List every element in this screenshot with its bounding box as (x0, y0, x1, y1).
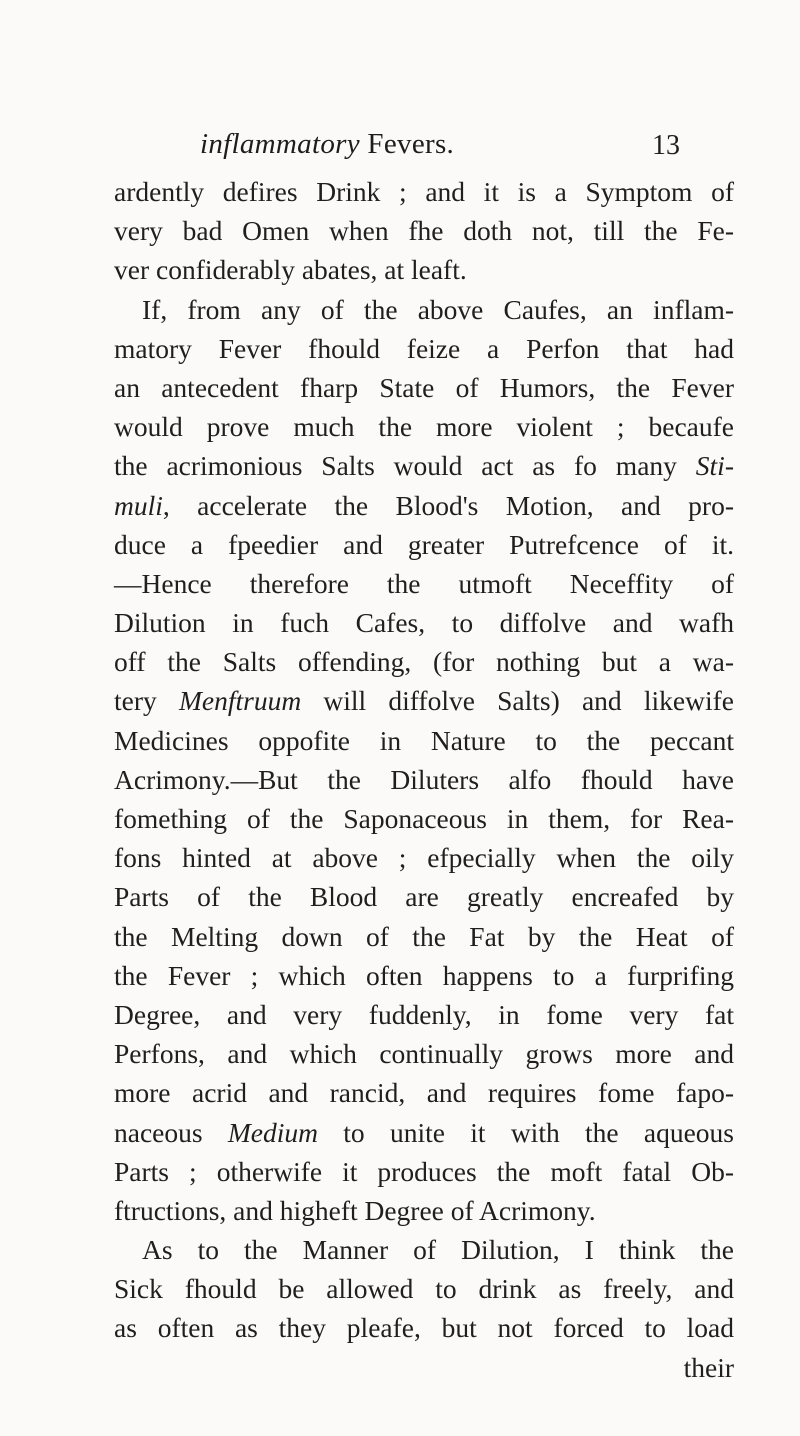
text-line: If, from any of the above Caufes, an inflam- (142, 293, 734, 325)
text-line: naceous Medium to unite it with the aqueous (114, 1116, 734, 1148)
text-line: As to the Manner of Dilution, I think the (142, 1234, 734, 1266)
text-line: —Hence therefore the utmoft Neceffity of (114, 567, 734, 599)
text-line: the Melting down of the Fat by the Heat of (114, 920, 734, 952)
running-header (200, 128, 680, 168)
text-line: more acrid and rancid, and requires fome fapo- (114, 1077, 734, 1109)
text-line: matory Fever fhould feize a Perfon that had (114, 332, 734, 364)
text-line: fons hinted at above ; efpecially when the oily (114, 842, 734, 874)
page-number: 13 (652, 130, 680, 161)
text-line: Sick fhould be allowed to drink as freely, and (114, 1273, 734, 1305)
text-line: Degree, and very fuddenly, in fome very fat (114, 998, 734, 1030)
text-line: Acrimony.—But the Diluters alfo fhould have (114, 763, 734, 795)
text-line: very bad Omen when fhe doth not, till the Fe- (114, 215, 734, 247)
text-line: ver confiderably abates, at leaft. (114, 254, 467, 286)
running-title (200, 128, 454, 161)
text-line: fomething of the Saponaceous in them, for Rea- (114, 803, 734, 834)
text-line: Parts of the Blood are greatly encreafed by (114, 881, 734, 913)
catchword: their (683, 1351, 734, 1383)
text-line: Medicines oppofite in Nature to the peccant (114, 724, 734, 756)
text-line: Dilution in fuch Cafes, to diffolve and wafh (114, 607, 734, 639)
text-line: tery Menftruum will diffolve Salts) and likewife (114, 685, 734, 717)
text-line: would prove much the more violent ; becaufe (114, 411, 734, 443)
text-line: off the Salts offending, (for nothing but a wa- (114, 646, 734, 678)
text-line: muli, accelerate the Blood's Motion, and pro- (114, 489, 734, 521)
text-line: the Fever ; which often happens to a furprifing (114, 959, 734, 991)
text-line: ardently defires Drink ; and it is a Symptom of (114, 176, 734, 207)
text-line: as often as they pleafe, but not forced to load (114, 1312, 734, 1344)
text-line: duce a fpeedier and greater Putrefcence of it. (114, 528, 734, 560)
text-line: an antecedent fharp State of Humors, the Fever (114, 371, 734, 403)
text-line: Parts ; otherwife it produces the moft fatal Ob- (114, 1155, 734, 1187)
text-line: Perfons, and which continually grows more and (114, 1038, 734, 1070)
text-line: ftructions, and higheft Degree of Acrimony. (114, 1194, 596, 1226)
running-title-italic: inflammatory (200, 128, 360, 160)
running-title-rest: Fevers. (359, 128, 455, 160)
body-text (114, 172, 734, 1387)
text-line: the acrimonious Salts would act as fo many Sti- (114, 450, 734, 482)
